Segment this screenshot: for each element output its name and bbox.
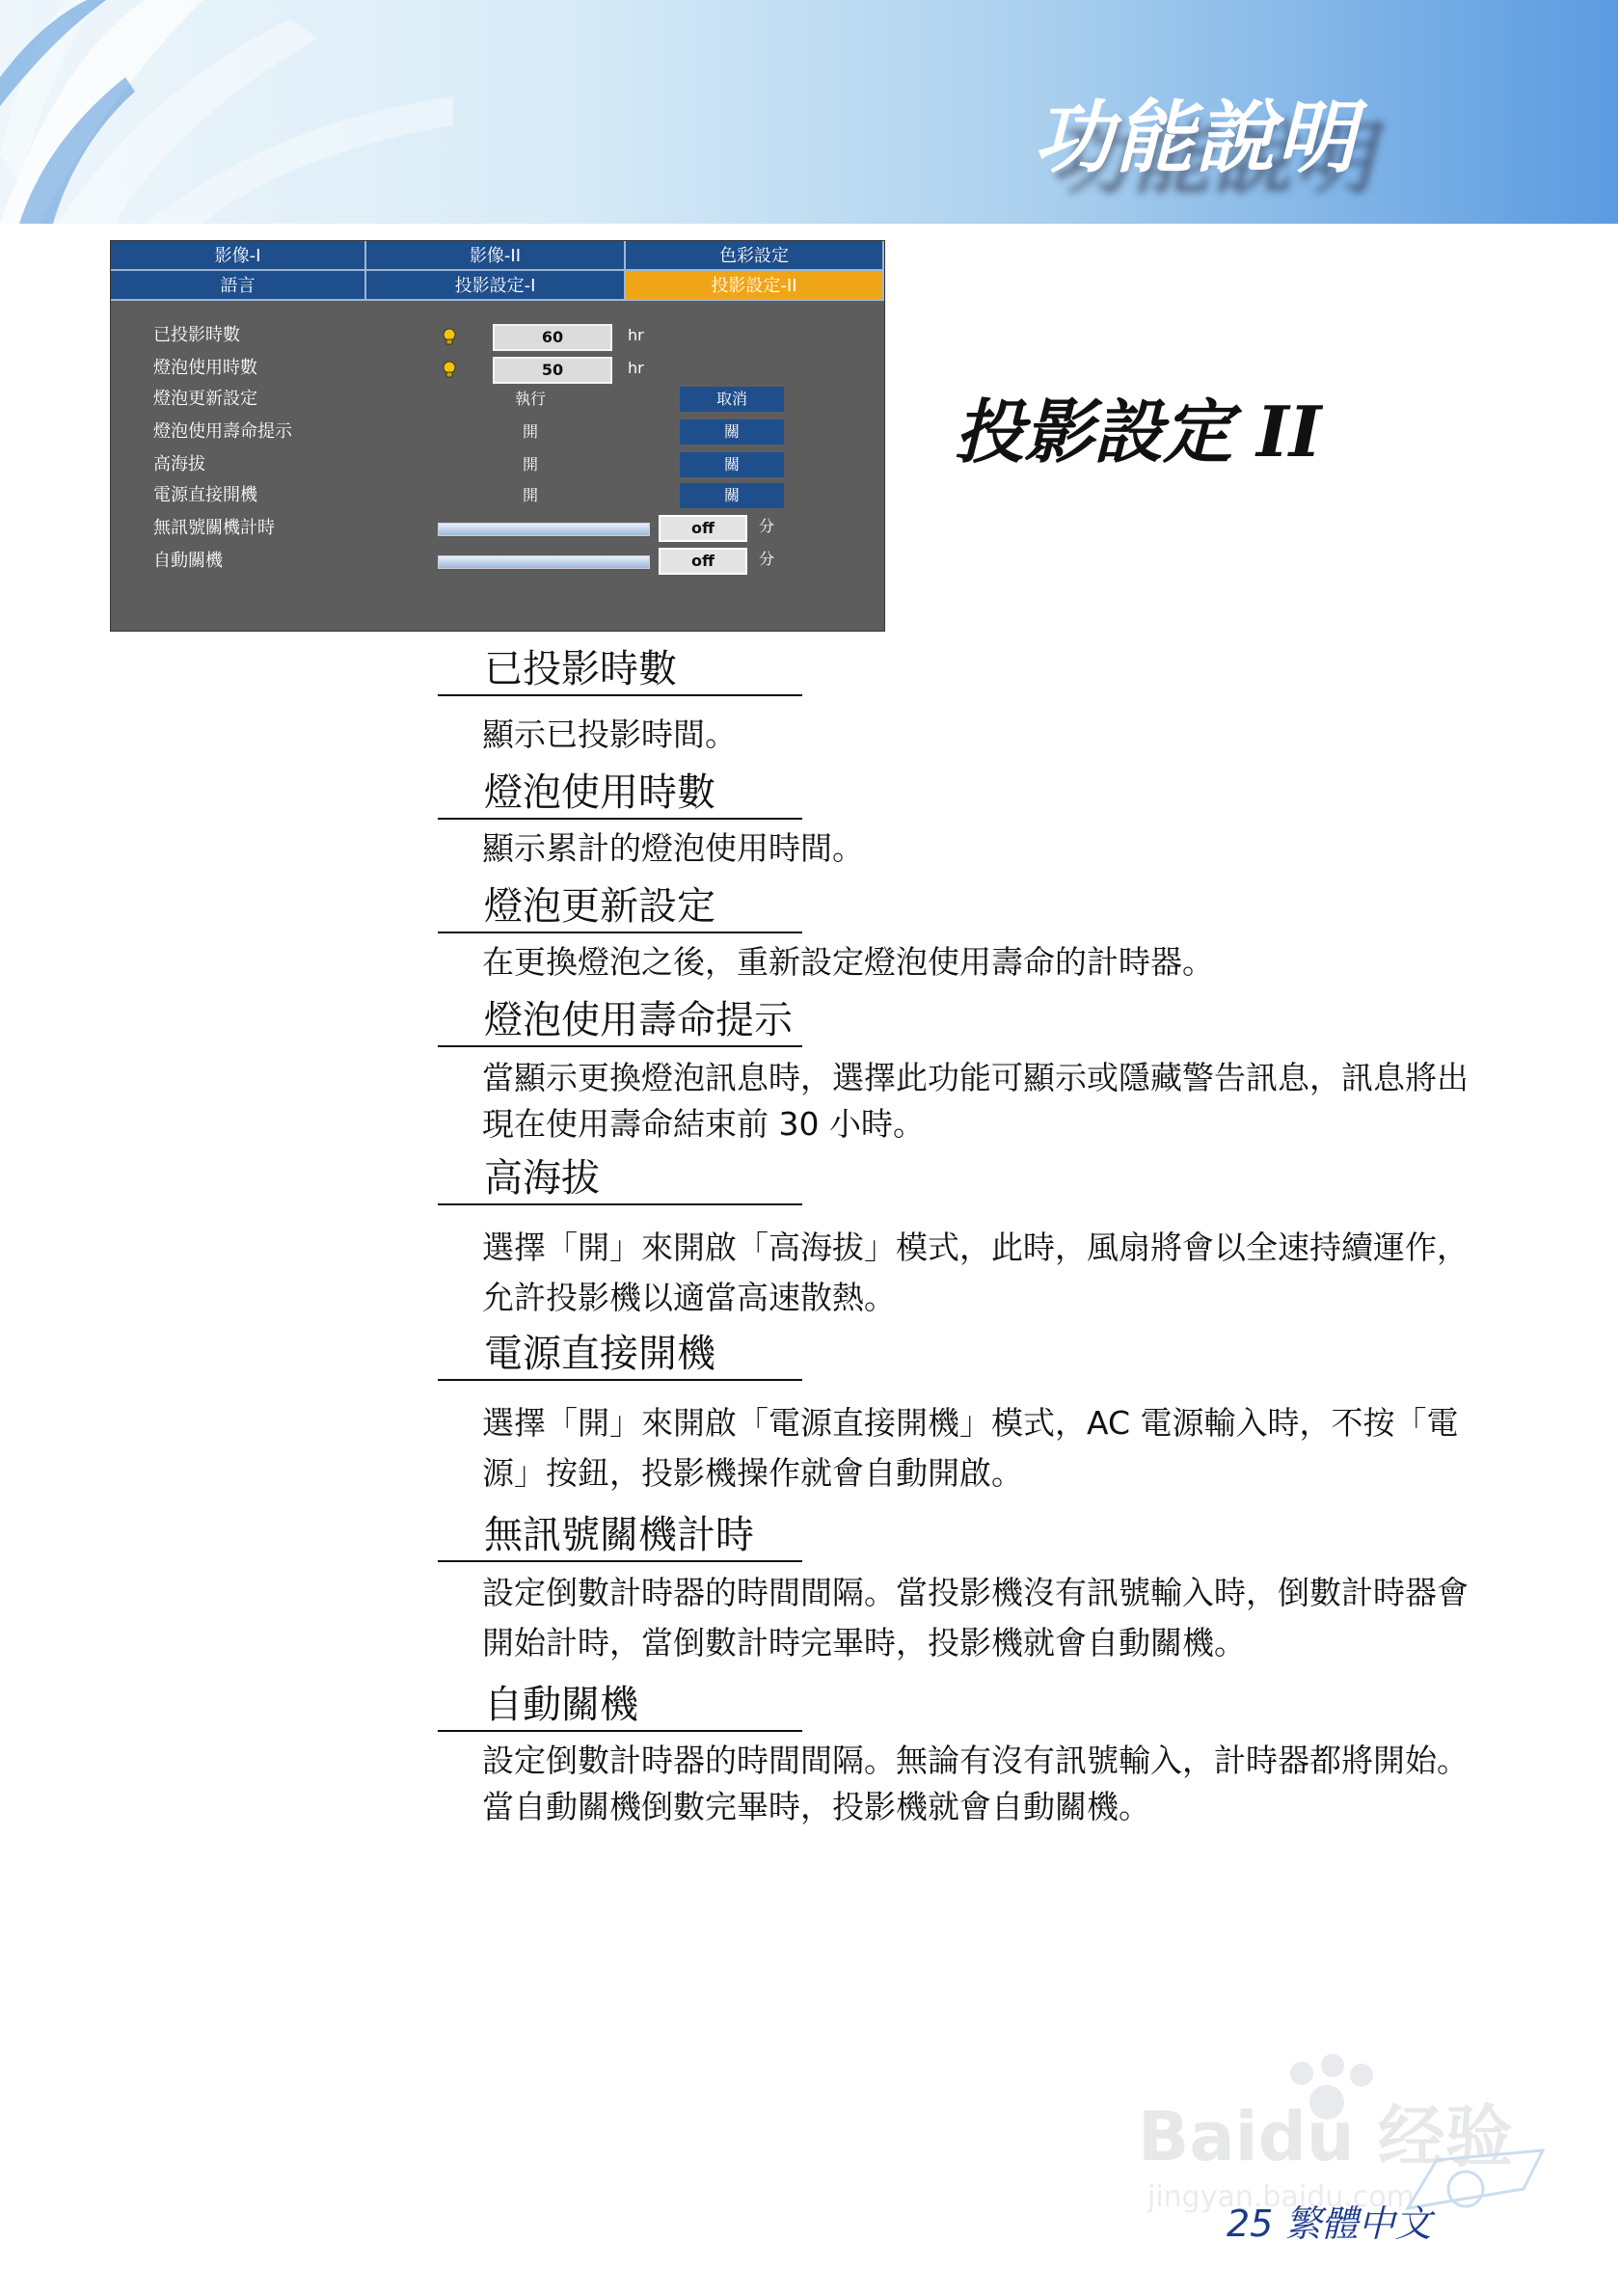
osd-value-auto-power-off: off xyxy=(659,548,747,575)
header-title: 功能說明 xyxy=(1034,93,1358,184)
osd-unit-minutes: 分 xyxy=(759,517,775,535)
section-body: 顯示已投影時間。 xyxy=(482,716,737,753)
footer-language: 繁體中文 xyxy=(1284,2202,1432,2245)
osd-option-on[interactable]: 開 xyxy=(522,422,538,441)
osd-label-lamp-hours: 燈泡使用時數 xyxy=(153,358,257,378)
osd-tab-bar xyxy=(111,241,884,301)
osd-slider-auto-power-off[interactable] xyxy=(438,555,650,569)
section-body: 在更換燈泡之後，重新設定燈泡使用壽命的計時器。 xyxy=(482,943,1214,981)
osd-tab-projection-1[interactable]: 投影設定-I xyxy=(366,271,626,301)
osd-tab-projection-2[interactable]: 投影設定-II xyxy=(626,271,884,301)
osd-label-projection-hours: 已投影時數 xyxy=(153,325,240,345)
section-title: 燈泡使用壽命提示 xyxy=(438,995,802,1047)
osd-label-lamp-reset: 燈泡更新設定 xyxy=(153,389,257,409)
osd-tab-color-settings[interactable]: 色彩設定 xyxy=(626,241,884,271)
watermark-url: jingyan.baidu.com xyxy=(1147,2180,1415,2214)
osd-option-execute[interactable]: 執行 xyxy=(514,390,546,408)
osd-label-signal-power-off: 無訊號關機計時 xyxy=(153,518,275,538)
section-body: 設定倒數計時器的時間間隔。當投影機沒有訊號輸入時，倒數計時器會開始計時，當倒數計時完畢時，投影機就會自動關機。 xyxy=(482,1574,1469,1661)
osd-unit-hr: hr xyxy=(628,326,644,344)
section-title: 電源直接開機 xyxy=(438,1329,802,1381)
section-body: 當顯示更換燈泡訊息時，選擇此功能可顯示或隱藏警告訊息，訊息將出現在使用壽命結束前 30 小時。 xyxy=(482,1059,1469,1143)
osd-label-lamp-reminder: 燈泡使用壽命提示 xyxy=(153,421,292,442)
page-heading: 投影設定 II xyxy=(955,391,1322,473)
osd-field-projection-hours: 60 xyxy=(493,324,612,351)
lamp-icon xyxy=(443,361,456,378)
osd-label-high-altitude: 高海拔 xyxy=(153,454,205,474)
osd-field-lamp-hours: 50 xyxy=(493,357,612,384)
osd-unit-minutes: 分 xyxy=(759,550,775,568)
page-footer xyxy=(1227,2194,1431,2247)
osd-value-signal-power-off: off xyxy=(659,515,747,542)
section-title: 燈泡更新設定 xyxy=(438,881,802,933)
section-title: 燈泡使用時數 xyxy=(438,768,802,820)
petal-decoration xyxy=(0,0,598,224)
osd-label-auto-power-off: 自動關機 xyxy=(153,551,223,571)
osd-option-off[interactable]: 關 xyxy=(680,483,784,508)
lamp-icon xyxy=(443,328,456,345)
osd-tab-language[interactable]: 語言 xyxy=(111,271,366,301)
osd-option-cancel[interactable]: 取消 xyxy=(680,387,784,412)
section-body: 設定倒數計時器的時間間隔。無論有沒有訊號輸入，計時器都將開始。當自動關機倒數完畢時，投影機就會自動關機。 xyxy=(482,1742,1469,1825)
osd-tab-image-1[interactable]: 影像-I xyxy=(111,241,366,271)
osd-label-direct-power-on: 電源直接開機 xyxy=(153,485,257,505)
osd-menu-screenshot xyxy=(110,240,885,632)
section-title: 高海拔 xyxy=(438,1153,802,1205)
header-banner xyxy=(0,0,1618,224)
section-title: 無訊號關機計時 xyxy=(438,1510,802,1562)
osd-option-off[interactable]: 關 xyxy=(680,452,784,477)
osd-option-on[interactable]: 開 xyxy=(522,455,538,473)
page-number: 25 xyxy=(1227,2202,1274,2245)
section-body: 選擇「開」來開啟「電源直接開機」模式，AC 電源輸入時，不按「電源」按鈕，投影機操作就會自動開啟。 xyxy=(482,1404,1459,1492)
osd-option-off[interactable]: 關 xyxy=(680,419,784,445)
section-body: 顯示累計的燈泡使用時間。 xyxy=(482,829,864,867)
section-body: 選擇「開」來開啟「高海拔」模式，此時，風扇將會以全速持續運作，允許投影機以適當高速散熱。 xyxy=(482,1229,1469,1316)
osd-slider-signal-power-off[interactable] xyxy=(438,523,650,536)
section-title: 自動關機 xyxy=(438,1680,802,1732)
section-title: 已投影時數 xyxy=(438,644,802,696)
osd-option-on[interactable]: 開 xyxy=(522,486,538,504)
osd-tab-image-2[interactable]: 影像-II xyxy=(366,241,626,271)
watermark-brand: Baidu 经验 xyxy=(1138,2097,1513,2176)
osd-unit-hr: hr xyxy=(628,359,644,377)
